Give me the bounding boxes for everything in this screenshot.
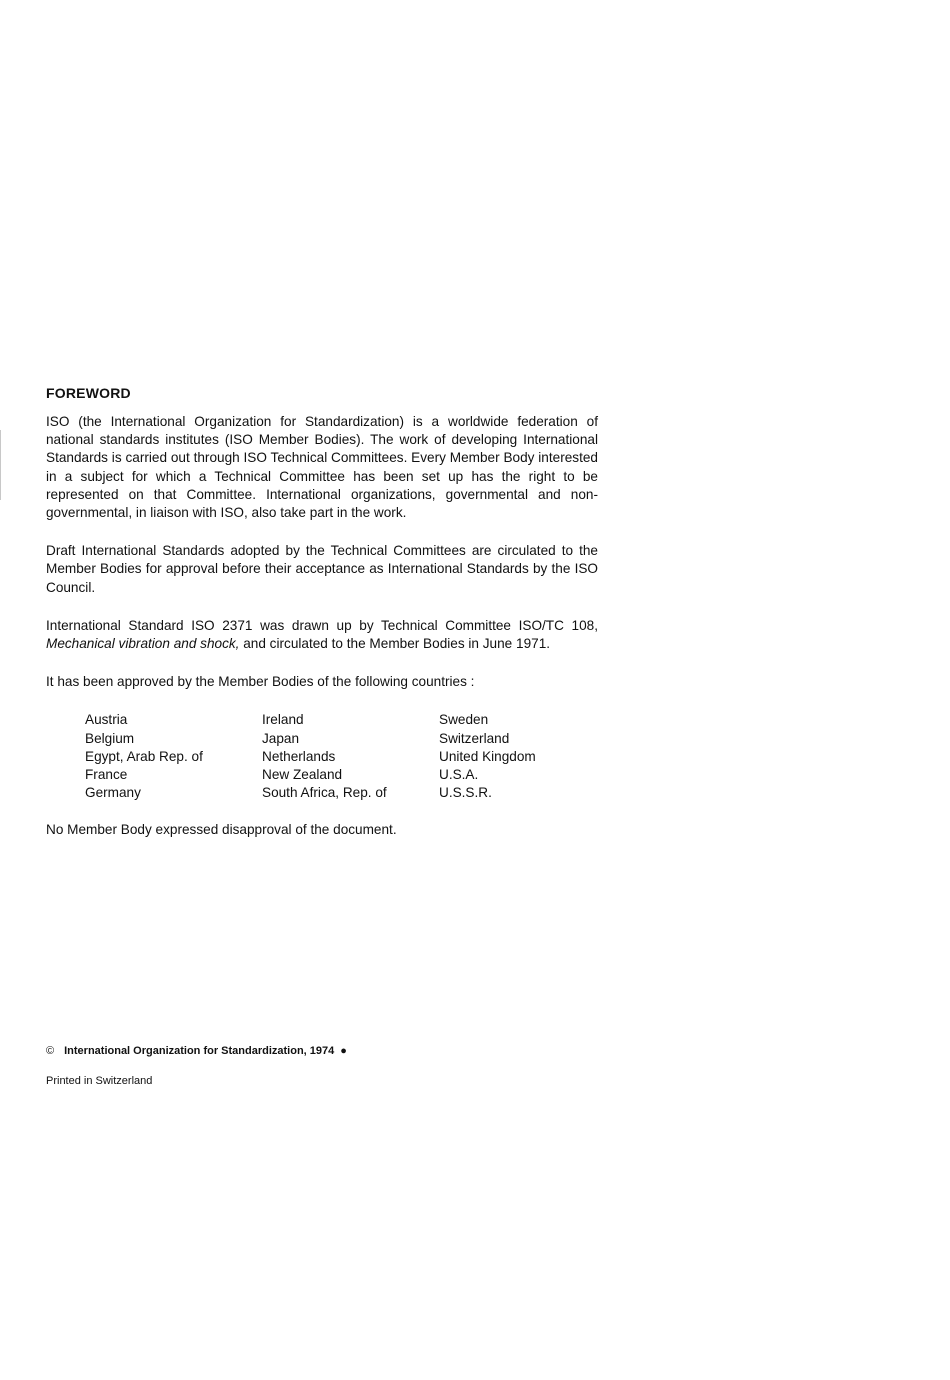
country-item: Germany xyxy=(85,785,141,801)
country-item: Netherlands xyxy=(262,748,336,764)
committee-title: Mechanical vibration and shock, xyxy=(46,636,240,652)
standard-text-tail: and circulated to the Member Bodies in June 1971. xyxy=(239,636,551,652)
country-item: Belgium xyxy=(85,730,135,746)
country-item: France xyxy=(85,767,128,783)
foreword-paragraph-draft: Draft International Standards adopted by the Technical Committees are circulated to the Member Bodies for approval before their acceptance as International Standards by the ISO Council. xyxy=(46,543,598,595)
foreword-heading: FOREWORD xyxy=(46,385,131,401)
country-item: Egypt, Arab Rep. of xyxy=(85,748,203,764)
countries-column-2 xyxy=(262,711,439,802)
country-item: Japan xyxy=(262,730,300,746)
printed-in-note: Printed in Switzerland xyxy=(46,1075,153,1087)
foreword-paragraph-disapproval: No Member Body expressed disapproval of the document. xyxy=(46,822,397,838)
foreword-paragraph-iso: ISO (the International Organization for Standardization) is a worldwide federation of national standards institutes (ISO Member Bodies). The work of developing International Standards is carried out through ISO Technical Committees. Every Member Body interested in a subject for which a Technical Committee has been set up has the right to be represented on that Committee. International organizations, governmental and non-governmental, in liaison with ISO, also take part in the work. xyxy=(46,414,598,521)
copyright-icon: © xyxy=(46,1045,55,1057)
countries-column-1 xyxy=(85,711,262,802)
copyright-line xyxy=(46,1044,347,1058)
copyright-text: International Organization for Standardization, 1974 xyxy=(64,1045,335,1057)
country-item: U.S.S.R. xyxy=(439,785,492,801)
standard-text-lead: International Standard ISO 2371 was drawn up by Technical Committee ISO/TC 108, xyxy=(46,617,598,633)
margin-change-bar xyxy=(0,430,1,500)
country-item: United Kingdom xyxy=(439,748,536,764)
foreword-paragraph-standard xyxy=(46,617,598,653)
countries-list xyxy=(85,711,598,802)
country-item: U.S.A. xyxy=(439,767,479,783)
country-item: New Zealand xyxy=(262,767,343,783)
bullet-icon: ● xyxy=(340,1045,347,1057)
country-item: South Africa, Rep. of xyxy=(262,785,387,801)
foreword-paragraph-approval: It has been approved by the Member Bodies of the following countries : xyxy=(46,674,475,690)
country-item: Sweden xyxy=(439,712,489,728)
country-item: Ireland xyxy=(262,712,304,728)
countries-column-3 xyxy=(439,711,599,802)
foreword-section xyxy=(46,384,598,840)
country-item: Switzerland xyxy=(439,730,510,746)
country-item: Austria xyxy=(85,712,128,728)
